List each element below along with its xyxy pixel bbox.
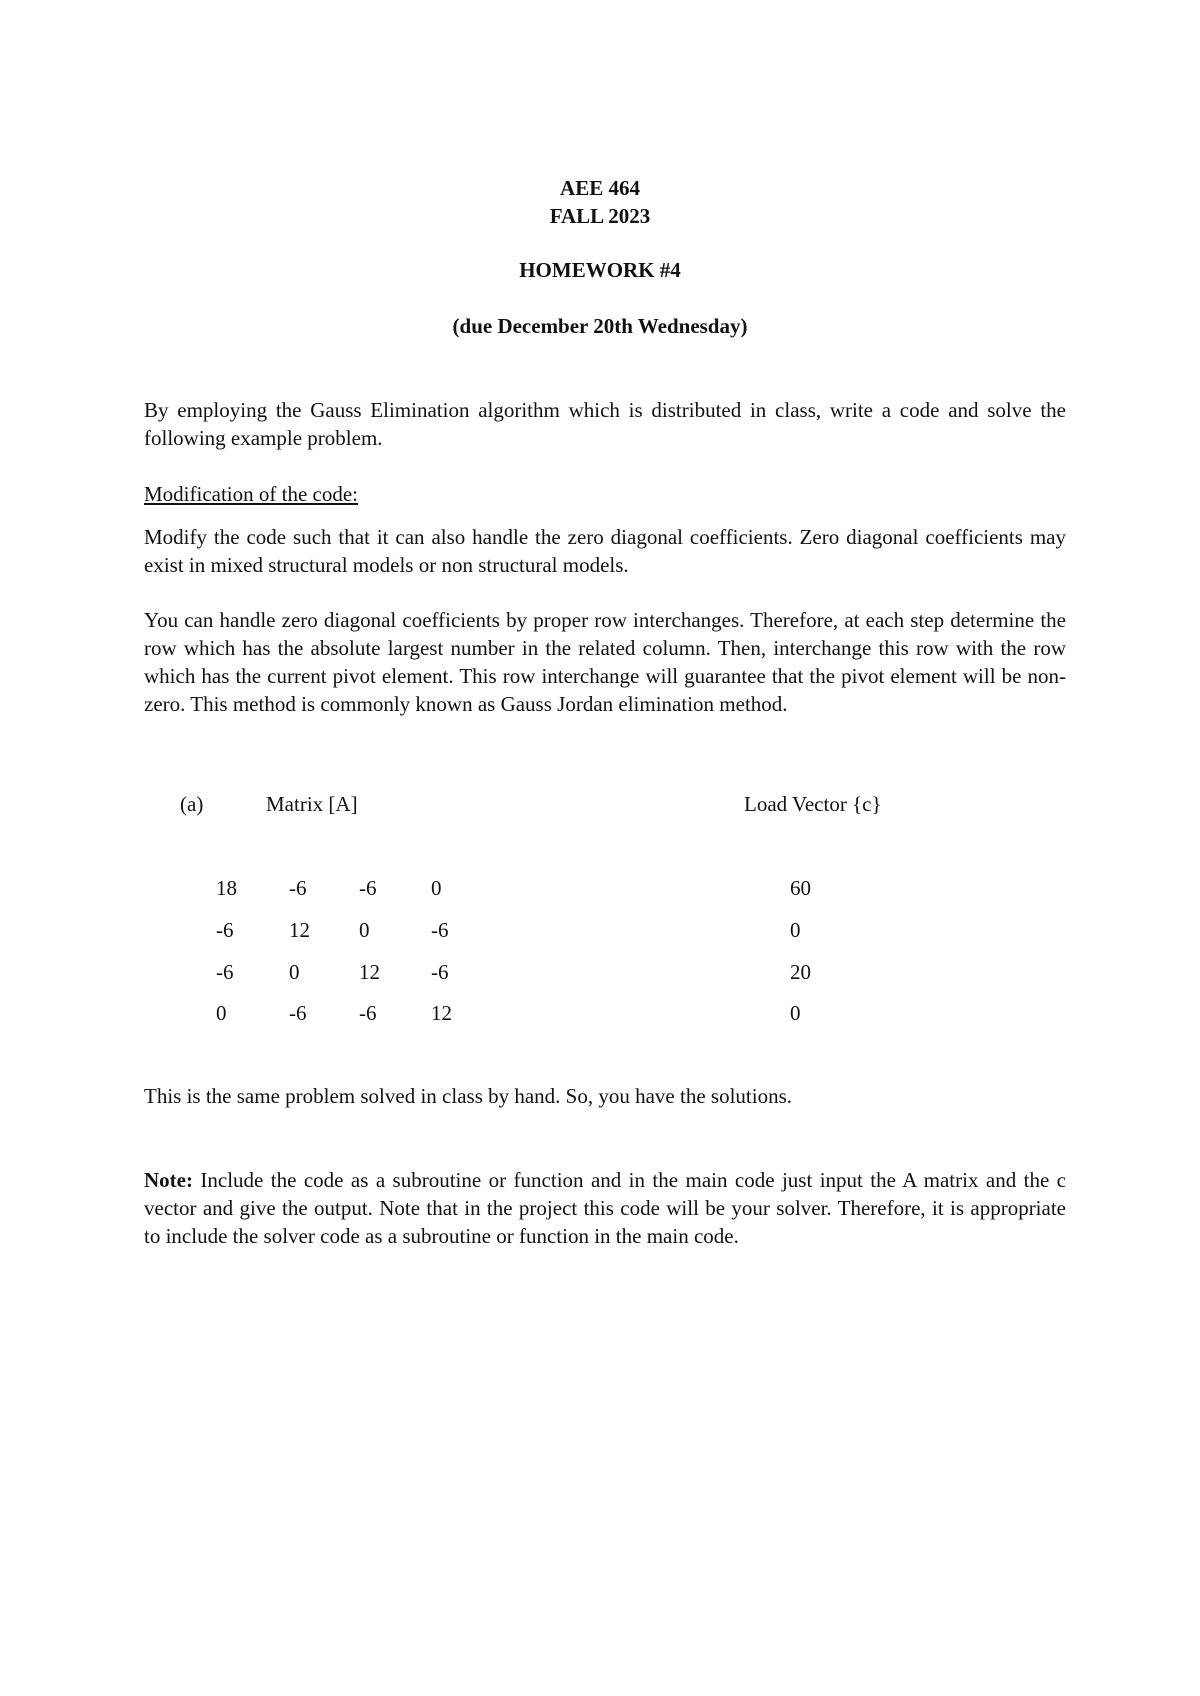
course-code: AEE 464: [560, 176, 640, 200]
vector-cell: 60: [790, 876, 811, 900]
same-problem-text: This is the same problem solved in class by hand. So, you have the solutions.: [144, 1084, 793, 1108]
homework-title: HOMEWORK #4: [519, 258, 681, 282]
matrix-label: Matrix [A]: [266, 792, 358, 816]
matrix-cell: 0: [431, 876, 442, 900]
matrix-cell: 0: [289, 960, 300, 984]
matrix-cell: -6: [216, 960, 234, 984]
note-text: Include the code as a subroutine or function and in the main code just input the A matrix and the c vector and give the output. Note that in the project this code will be your solver. Therefore, it is appropriate to include the solver code as a subroutine or function in the main code.: [144, 1168, 1066, 1248]
matrix-cell: -6: [289, 876, 307, 900]
modification-paragraph-1: Modify the code such that it can also handle the zero diagonal coefficients. Zero diagonal coefficients may exist in mixed structural models or non structural models.: [144, 525, 1066, 577]
note-paragraph: [144, 1166, 1066, 1250]
vector-label: Load Vector {c}: [744, 792, 882, 816]
matrix-cell: -6: [359, 1001, 377, 1025]
matrix-cell: -6: [289, 1001, 307, 1025]
part-label: (a): [180, 792, 204, 816]
matrix-cell: -6: [359, 876, 377, 900]
intro-paragraph: By employing the Gauss Elimination algorithm which is distributed in class, write a code and solve the following example problem.: [144, 398, 1066, 450]
matrix-cell: -6: [216, 918, 234, 942]
modification-paragraph-2: You can handle zero diagonal coefficients by proper row interchanges. Therefore, at each step determine the row which has the absolute largest number in the related column. Then, interchange this row with the row which has the current pivot element. This row interchange will guarantee that the pivot element will be non-zero. This method is commonly known as Gauss Jordan elimination method.: [144, 608, 1066, 716]
term: FALL 2023: [549, 204, 651, 228]
matrix-cell: 0: [216, 1001, 227, 1025]
vector-cell: 0: [790, 1001, 801, 1025]
note-label: Note:: [144, 1168, 193, 1192]
matrix-cell: 12: [289, 918, 310, 942]
matrix-cell: 12: [431, 1001, 452, 1025]
modification-heading: Modification of the code:: [144, 482, 359, 506]
matrix-cell: 12: [359, 960, 380, 984]
matrix-cell: 18: [216, 876, 237, 900]
matrix-cell: -6: [431, 960, 449, 984]
vector-cell: 0: [790, 918, 801, 942]
matrix-cell: 0: [359, 918, 370, 942]
vector-cell: 20: [790, 960, 811, 984]
matrix-cell: -6: [431, 918, 449, 942]
due-date: (due December 20th Wednesday): [452, 314, 748, 338]
